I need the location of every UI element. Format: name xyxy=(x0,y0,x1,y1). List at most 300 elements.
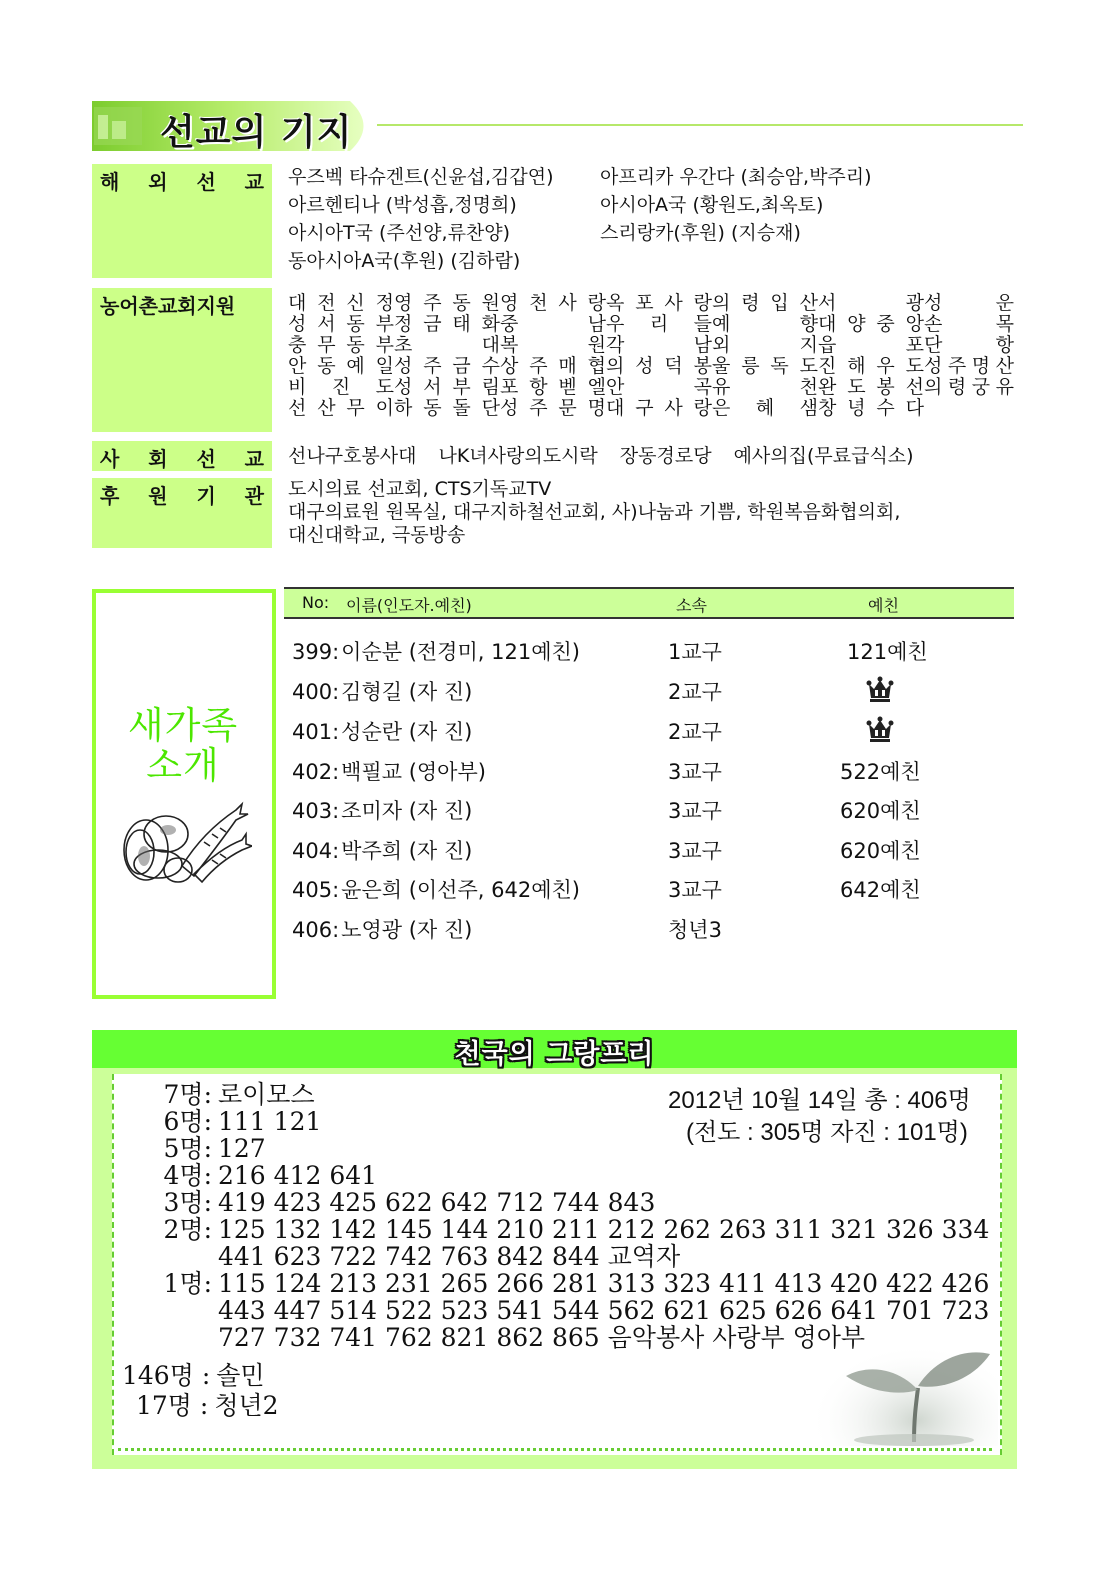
rural-char: 신 xyxy=(346,292,365,314)
label-char: 선 xyxy=(196,170,216,194)
rural-char: 손 xyxy=(924,313,943,335)
rural-char: 유 xyxy=(712,376,731,398)
grandprix-count-label: 6명: xyxy=(163,1107,212,1136)
rural-row xyxy=(288,314,1014,335)
rural-char: 영 xyxy=(500,292,519,314)
rural-char: 각 xyxy=(606,334,625,356)
newfamily-table-header xyxy=(284,587,1014,619)
rural-char: 천 xyxy=(529,292,548,314)
newfamily-name xyxy=(292,914,472,944)
rural-church xyxy=(712,377,818,398)
rural-char: 성 xyxy=(288,313,307,335)
rural-char: 완 xyxy=(818,376,837,398)
newfamily-name xyxy=(292,874,580,904)
rural-char: 다 xyxy=(905,397,924,419)
rural-char: 우 xyxy=(606,313,625,335)
sponsors-label-cell xyxy=(92,478,272,548)
rural-church xyxy=(712,335,818,356)
rural-church xyxy=(606,314,712,335)
rural-char: 의 xyxy=(712,292,731,314)
rural-church xyxy=(712,398,818,419)
grandprix-count-label: 5명: xyxy=(163,1134,212,1163)
rural-char: 령 xyxy=(741,292,760,314)
rural-char: 충 xyxy=(288,334,307,356)
rural-church xyxy=(818,377,924,398)
rural-char: 성 xyxy=(924,292,943,314)
rural-char: 앙 xyxy=(905,313,924,335)
rural-char: 성 xyxy=(394,355,413,377)
label-char: 원 xyxy=(148,484,168,508)
rural-char: 유 xyxy=(995,376,1014,398)
rural-row xyxy=(288,398,1014,419)
grandprix-line xyxy=(150,1297,989,1324)
grandprix-special-text: 솔민 xyxy=(216,1361,265,1390)
social-label xyxy=(100,443,264,472)
rural-church xyxy=(500,377,606,398)
label-char: 관 xyxy=(244,484,264,508)
rural-char: 하 xyxy=(394,397,413,419)
grandprix-count-label: 4명: xyxy=(163,1161,212,1190)
newfamily-person: 김형길 (자 진) xyxy=(341,680,473,704)
grandprix-count-label: 3명: xyxy=(163,1188,212,1217)
newfamily-title xyxy=(98,706,268,786)
grandprix-entries: 로이모스 xyxy=(218,1080,315,1109)
rural-char: 샘 xyxy=(799,397,818,419)
bread-and-fish-icon xyxy=(118,800,252,888)
newfamily-group: 청년3 xyxy=(668,918,722,942)
social-item: 예사의집(무료급식소) xyxy=(733,445,914,467)
rural-char: 협 xyxy=(587,355,606,377)
rural-char: 영 xyxy=(394,292,413,314)
rural-church xyxy=(288,293,394,314)
rural-char: 서 xyxy=(818,292,837,314)
grandprix-entries: 127 xyxy=(218,1134,266,1163)
label-char: 선 xyxy=(196,447,216,471)
rural-char: 도 xyxy=(847,376,866,398)
grandprix-count-label: 7명: xyxy=(163,1080,212,1109)
rural-char: 항 xyxy=(529,376,548,398)
grandprix-entries: 443 447 514 522 523 541 544 562 621 625 626 641 701 723 xyxy=(218,1296,990,1325)
rural-char: 무 xyxy=(346,397,365,419)
rural-char: 항 xyxy=(995,334,1014,356)
rural-char: 동 xyxy=(423,397,442,419)
rural-char: 은 xyxy=(712,397,731,419)
rural-char: 산 xyxy=(799,292,818,314)
rural-church xyxy=(394,356,500,377)
rural-char: 성 xyxy=(924,355,943,377)
grandprix-special-text: 청년2 xyxy=(214,1391,279,1420)
rural-char: 릉 xyxy=(741,355,760,377)
rural-char: 울 xyxy=(712,355,731,377)
rural-church xyxy=(606,293,712,314)
rural-char: 진 xyxy=(818,355,837,377)
newfamily-group: 3교구 xyxy=(668,839,722,863)
rural-row xyxy=(288,356,1014,377)
rural-church xyxy=(818,398,924,419)
newfamily-group: 3교구 xyxy=(668,878,722,902)
rural-church xyxy=(288,377,394,398)
newfamily-no: 404: xyxy=(292,839,340,863)
rural-char: 비 xyxy=(288,376,307,398)
rural-char: 동 xyxy=(452,292,471,314)
rural-char: 엘 xyxy=(587,376,606,398)
rural-label: 농어촌교회지원 xyxy=(100,294,236,318)
newfamily-name xyxy=(292,716,472,746)
rural-char: 동 xyxy=(346,334,365,356)
title-rule xyxy=(377,124,1023,126)
newfamily-no: 403: xyxy=(292,799,340,823)
rural-char: 옥 xyxy=(606,292,625,314)
rural-char: 남 xyxy=(587,313,606,335)
rural-church xyxy=(394,314,500,335)
label-char: 기 xyxy=(196,484,216,508)
rural-char: 원 xyxy=(481,292,500,314)
rural-char: 대 xyxy=(481,334,500,356)
overseas-item: 아르헨티나 (박성흡,정명희) xyxy=(288,194,517,216)
grandprix-entries: 125 132 142 145 144 210 211 212 262 263 311 321 326 334 xyxy=(218,1215,990,1244)
rural-church xyxy=(500,398,606,419)
rural-char: 매 xyxy=(558,355,577,377)
rural-char: 덕 xyxy=(664,355,683,377)
grandprix-line xyxy=(150,1108,321,1135)
newfamily-group: 3교구 xyxy=(668,760,722,784)
overseas-item: 아시아A국 (황원도,최옥토) xyxy=(600,194,824,216)
rural-char: 주 xyxy=(529,355,548,377)
header-no: No: xyxy=(302,593,330,612)
rural-church xyxy=(288,314,394,335)
rural-church xyxy=(288,356,394,377)
rural-church xyxy=(606,356,712,377)
rural-char: 금 xyxy=(423,313,442,335)
grandprix-entries: 115 124 213 231 265 266 281 313 323 411 413 420 422 426 xyxy=(218,1269,990,1298)
rural-char: 구 xyxy=(635,397,654,419)
rural-char: 들 xyxy=(693,313,712,335)
newfamily-no: 400: xyxy=(292,680,340,704)
overseas-list xyxy=(288,163,1008,275)
rural-row xyxy=(288,293,1014,314)
newfamily-yechin: 642예친 xyxy=(840,878,921,902)
grandprix-line xyxy=(150,1162,377,1189)
rural-char: 산 xyxy=(317,397,336,419)
rural-church xyxy=(818,293,924,314)
rural-church xyxy=(924,356,1014,377)
header-group: 소속 xyxy=(676,596,707,615)
rural-church xyxy=(818,314,924,335)
grandprix-line xyxy=(150,1243,680,1270)
rural-church xyxy=(606,377,712,398)
rural-char: 포 xyxy=(635,292,654,314)
rural-row xyxy=(288,377,1014,398)
newfamily-group: 2교구 xyxy=(668,720,722,744)
rural-char: 령 xyxy=(947,376,967,398)
newfamily-group: 3교구 xyxy=(668,799,722,823)
grandprix-date-total: 2012년 10월 14일 총 : 406명 xyxy=(668,1087,971,1114)
rural-char: 주 xyxy=(529,397,548,419)
rural-char: 돌 xyxy=(452,397,471,419)
newfamily-group: 2교구 xyxy=(668,680,722,704)
rural-char: 사 xyxy=(664,292,683,314)
label-char: 외 xyxy=(148,170,168,194)
grandprix-line xyxy=(150,1216,989,1243)
label-char: 해 xyxy=(100,170,120,194)
rural-char: 주 xyxy=(423,355,442,377)
rural-char: 사 xyxy=(558,292,577,314)
label-char: 회 xyxy=(148,447,168,471)
overseas-item: 우즈벡 타슈겐트(신윤섭,김갑연) xyxy=(288,166,554,188)
rural-char: 문 xyxy=(558,397,577,419)
rural-char: 부 xyxy=(375,313,394,335)
rural-char: 예 xyxy=(346,355,365,377)
rural-church xyxy=(924,398,1014,419)
overseas-col2 xyxy=(600,163,872,247)
rural-char: 금 xyxy=(452,355,471,377)
grandprix-line xyxy=(150,1135,266,1162)
newfamily-person: 성순란 (자 진) xyxy=(341,720,473,744)
grandprix-line xyxy=(150,1081,315,1108)
newfamily-person: 이순분 (전경미, 121예친) xyxy=(341,640,580,664)
rural-char: 부 xyxy=(375,334,394,356)
rural-char: 이 xyxy=(375,397,394,419)
rural-church xyxy=(394,293,500,314)
rural-char: 전 xyxy=(317,292,336,314)
rural-church xyxy=(606,398,712,419)
newfamily-no: 399: xyxy=(292,640,340,664)
rural-char: 서 xyxy=(423,376,442,398)
rural-char: 광 xyxy=(905,292,924,314)
rural-char: 주 xyxy=(947,355,967,377)
newfamily-yechin: 620예친 xyxy=(840,799,921,823)
grandprix-entries: 441 623 722 742 763 842 844 교역자 xyxy=(218,1242,681,1271)
rural-char: 선 xyxy=(905,376,924,398)
header-name: 이름(인도자.예친) xyxy=(346,596,472,615)
rural-char: 의 xyxy=(924,376,943,398)
rural-church xyxy=(818,335,924,356)
rural-char: 명 xyxy=(587,397,606,419)
rural-char: 대 xyxy=(606,397,625,419)
header-yechin: 예친 xyxy=(868,596,899,615)
grandprix-entries: 216 412 641 xyxy=(218,1161,378,1190)
rural-char: 양 xyxy=(847,313,866,335)
rural-char: 부 xyxy=(452,376,471,398)
rural-char: 리 xyxy=(649,313,669,335)
rural-church xyxy=(924,335,1014,356)
label-char: 교 xyxy=(244,170,264,194)
rural-label-cell xyxy=(92,288,272,432)
rural-char: 녕 xyxy=(847,397,866,419)
social-item: 선나구호봉사대 xyxy=(288,445,417,467)
rural-char: 성 xyxy=(500,397,519,419)
rural-church xyxy=(924,377,1014,398)
newfamily-yechin xyxy=(866,716,976,749)
crown-icon xyxy=(866,676,894,704)
newfamily-title-line1: 새가족 xyxy=(127,704,239,747)
rural-char: 대 xyxy=(818,313,837,335)
rural-char: 벧 xyxy=(558,376,577,398)
overseas-item: 아프리카 우간다 (최승암,박주리) xyxy=(600,166,872,188)
grandprix-special-label: 146명 : xyxy=(122,1361,211,1390)
rural-char: 곡 xyxy=(693,376,712,398)
grandprix-line xyxy=(150,1324,865,1351)
rural-char: 포 xyxy=(905,334,924,356)
rural-char: 안 xyxy=(288,355,307,377)
newfamily-yechin: 522예친 xyxy=(840,760,921,784)
rural-char: 향 xyxy=(799,313,818,335)
rural-char: 중 xyxy=(876,313,895,335)
sponsors-line: 대구의료원 원목실, 대구지하철선교회, 사)나눔과 기쁨, 학원복음화협의회, xyxy=(288,501,901,523)
sponsors-line: 대신대학교, 극동방송 xyxy=(288,524,466,546)
rural-char: 동 xyxy=(317,355,336,377)
newfamily-no: 405: xyxy=(292,878,340,902)
rural-char: 서 xyxy=(317,313,336,335)
rural-char: 지 xyxy=(799,334,818,356)
rural-char: 봉 xyxy=(876,376,895,398)
grandprix-entries: 727 732 741 762 821 862 865 음악봉사 사랑부 영아부 xyxy=(218,1323,866,1352)
rural-char: 도 xyxy=(375,376,394,398)
rural-char: 남 xyxy=(693,334,712,356)
grandprix-breakdown: (전도 : 305명 자진 : 101명) xyxy=(686,1119,968,1146)
grandprix-count-label: 2명: xyxy=(163,1215,212,1244)
newfamily-person: 노영광 (자 진) xyxy=(341,918,473,942)
rural-char: 외 xyxy=(712,334,731,356)
overseas-item: 스리랑카(후원) (지승재) xyxy=(600,222,801,244)
rural-church xyxy=(394,335,500,356)
rural-char: 단 xyxy=(924,334,943,356)
rural-char: 궁 xyxy=(971,376,991,398)
rural-char: 운 xyxy=(995,292,1014,314)
social-item: 나K녀사랑의도시락 xyxy=(438,445,598,467)
rural-church xyxy=(394,398,500,419)
rural-char: 화 xyxy=(481,313,500,335)
rural-char: 정 xyxy=(394,313,413,335)
rural-char: 우 xyxy=(876,355,895,377)
newfamily-name xyxy=(292,756,486,786)
rural-char: 랑 xyxy=(587,292,606,314)
grandprix-title: 천국의 그랑프리 xyxy=(454,1039,655,1070)
rural-char: 랑 xyxy=(693,397,712,419)
rural-char: 복 xyxy=(500,334,519,356)
newfamily-name xyxy=(292,676,472,706)
rural-char: 원 xyxy=(587,334,606,356)
newfamily-no: 406: xyxy=(292,918,340,942)
social-item: 장동경로당 xyxy=(619,445,712,467)
newfamily-yechin xyxy=(866,676,976,709)
label-char: 교 xyxy=(244,447,264,471)
social-list xyxy=(288,442,914,470)
rural-char: 성 xyxy=(394,376,413,398)
rural-row xyxy=(288,335,1014,356)
rural-church xyxy=(500,314,606,335)
rural-char: 도 xyxy=(799,355,818,377)
grandprix-special-line xyxy=(136,1386,279,1422)
rural-char: 안 xyxy=(606,376,625,398)
rural-church xyxy=(500,356,606,377)
rural-char: 주 xyxy=(423,292,442,314)
grandprix-entries: 419 423 425 622 642 712 744 843 xyxy=(218,1188,656,1217)
newfamily-name xyxy=(292,835,472,865)
rural-char: 도 xyxy=(905,355,924,377)
rural-char: 단 xyxy=(481,397,500,419)
rural-char: 혜 xyxy=(755,397,775,419)
rural-char: 수 xyxy=(876,397,895,419)
newfamily-no: 401: xyxy=(292,720,340,744)
grandprix-entries: 111 121 xyxy=(218,1107,322,1136)
grandprix-line xyxy=(150,1189,655,1216)
rural-char: 초 xyxy=(394,334,413,356)
rural-char: 진 xyxy=(331,376,351,398)
rural-churches-grid xyxy=(288,293,1014,419)
rural-char: 태 xyxy=(452,313,471,335)
rural-char: 예 xyxy=(712,313,731,335)
rural-char: 천 xyxy=(799,376,818,398)
rural-char: 일 xyxy=(375,355,394,377)
rural-char: 명 xyxy=(971,355,991,377)
grandprix-line xyxy=(150,1270,989,1297)
rural-church xyxy=(712,356,818,377)
newfamily-yechin: 620예친 xyxy=(840,839,921,863)
newfamily-title-line2: 소개 xyxy=(146,744,220,787)
crown-icon xyxy=(866,716,894,744)
social-label-cell xyxy=(92,441,272,471)
rural-church xyxy=(712,293,818,314)
overseas-item: 동아시아A국(후원) (김하람) xyxy=(288,250,521,272)
rural-char: 림 xyxy=(481,376,500,398)
newfamily-group: 1교구 xyxy=(668,640,722,664)
overseas-label xyxy=(100,166,264,195)
rural-church xyxy=(288,398,394,419)
newfamily-name xyxy=(292,636,580,666)
newfamily-person: 백필교 (영아부) xyxy=(341,760,486,784)
grandprix-dotted-border xyxy=(118,1448,992,1454)
rural-char: 해 xyxy=(847,355,866,377)
rural-char: 무 xyxy=(317,334,336,356)
newfamily-no: 402: xyxy=(292,760,340,784)
newfamily-yechin: 121예친 xyxy=(847,640,928,664)
rural-char: 정 xyxy=(375,292,394,314)
rural-char: 선 xyxy=(288,397,307,419)
rural-char: 포 xyxy=(500,376,519,398)
rural-char: 봉 xyxy=(693,355,712,377)
rural-char: 목 xyxy=(995,313,1014,335)
newfamily-person: 윤은희 (이선주, 642예친) xyxy=(341,878,580,902)
grandprix-count-label: 1명: xyxy=(163,1269,212,1298)
newfamily-name xyxy=(292,795,472,825)
rural-char: 독 xyxy=(770,355,789,377)
sponsors-label xyxy=(100,480,264,509)
grandprix-special-label: 17명 : xyxy=(136,1391,209,1420)
overseas-label-cell xyxy=(92,164,272,278)
rural-char: 산 xyxy=(995,355,1014,377)
social-items xyxy=(288,442,914,470)
rural-char: 의 xyxy=(606,355,625,377)
rural-char: 중 xyxy=(500,313,519,335)
rural-church xyxy=(924,314,1014,335)
newfamily-person: 조미자 (자 진) xyxy=(341,799,473,823)
mission-title: 선교의 기지 xyxy=(160,112,353,153)
label-char: 후 xyxy=(100,484,120,508)
rural-church xyxy=(924,293,1014,314)
rural-char: 상 xyxy=(500,355,519,377)
rural-char: 창 xyxy=(818,397,837,419)
rural-church xyxy=(712,314,818,335)
sponsors-list xyxy=(288,478,900,547)
rural-char: 수 xyxy=(481,355,500,377)
rural-church xyxy=(500,293,606,314)
rural-church xyxy=(500,335,606,356)
label-char: 사 xyxy=(100,447,120,471)
rural-church xyxy=(288,335,394,356)
newfamily-person: 박주희 (자 진) xyxy=(341,839,473,863)
rural-char: 동 xyxy=(346,313,365,335)
